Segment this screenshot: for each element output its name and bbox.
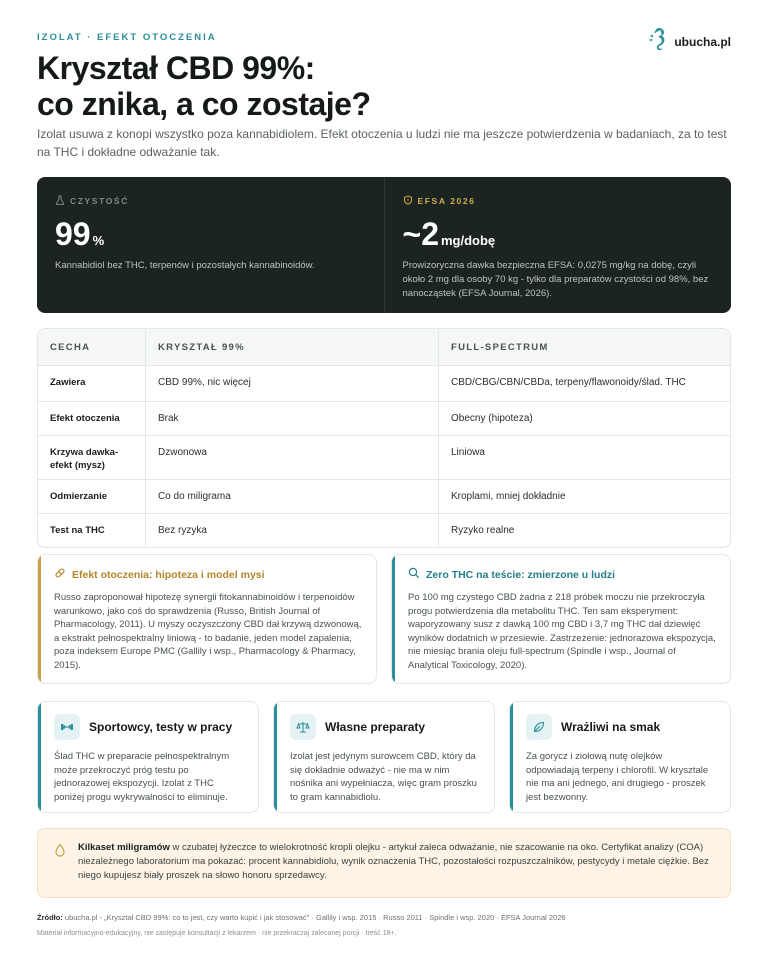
table-header: KRYSZTAŁ 99% [146,329,439,365]
table-cell: Dzwonowa [146,436,439,479]
table-row [38,401,730,435]
search-icon [408,567,420,582]
table-header-row [38,329,730,365]
eyebrow: IZOLAT · EFEKT OTOCZENIA [37,32,217,43]
stat-description: Kannabidiol bez THC, terpenów i pozostałych kannabinoidów. [55,260,315,271]
table-cell: Bez ryzyka [146,514,439,547]
cards-row [37,701,731,813]
table-cell: Odmierzanie [38,480,146,513]
table-cell: Liniowa [451,447,485,458]
stat-description: Prowizoryczna dawka bezpieczna EFSA: 0,0275 mg/kg na dobę, czyli około 2 mg dla osoby 70 kg - tylko dla preparatów czystości od 98%, bez nanocząstek (EFSA Journal, 2026). [402,260,709,299]
card-text: Ślad THC w preparacie pełnospektralnym może przekroczyć próg testu po jednorazowej ekspozycji. Izolat z THC poniżej progu wykrywalności to eliminuje. [54,751,230,803]
pill-icon [54,567,66,582]
callout-text: Kilkaset miligramów w czubatej łyżeczce to wielokrotność kropli olejku - artykuł zaleca odważanie, nie szacowanie na oko. Certyfikat analizy (COA) niezależnego laboratorium ma pokazać: procent kannabidiolu, wynik oznaczenia THC, pozostałości rozpuszczalników, pestycydy i metale ciężkie. Bez niego kupujesz biały proszek na słowo honoru sprzedawcy. [78,842,709,881]
stat-label: CZYSTOŚĆ [55,195,366,207]
drop-icon [54,843,66,862]
card-taste-sensitive [509,701,731,813]
leaf-icon [526,714,552,740]
seahorse-logo-icon [648,26,668,57]
card-text: Za gorycz i ziołową nutę olejków odpowiadają terpeny i chlorofil. W krysztale nie ma ani jednego, ani drugiego - proszek jest bezwonny. [526,751,709,803]
stats-panel [37,177,731,313]
brand-logo[interactable] [648,26,731,57]
notes-row [37,554,731,684]
table-cell: Ryzyko realne [451,525,515,536]
table-header: FULL-SPECTRUM [451,341,549,353]
table-cell: Co do miligrama [146,480,439,513]
card-title: Własne preparaty [325,720,426,734]
note-text: Po 100 mg czystego CBD żadna z 218 próbek moczu nie przekroczyła progu potwierdzenia dla metabolitu THC. Ten sam eksperyment: waporyzowany susz z dawką 100 mg CBD i 3,7 mg THC dał dziewięć wyników dodatnich w przesiewie. Zastrzeżenie: jednorazowa ekspozycja, nie miesiąc brania oleju full-spectrum (Spindle i wsp., Journal of Analytical Toxicology, 2020). [408,592,716,671]
note-thc-test [391,554,731,684]
table-cell: Kroplami, mniej dokładnie [451,491,566,502]
card-title: Wrażliwi na smak [561,720,661,734]
coa-callout [37,828,731,898]
table-row [38,365,730,401]
table-cell: Test na THC [38,514,146,547]
title-line-1: Kryształ CBD 99%: [37,50,315,86]
shield-icon [403,195,413,207]
card-title: Sportowcy, testy w pracy [89,720,233,734]
table-cell: Krzywa dawka-efekt (mysz) [38,436,146,479]
table-row [38,479,730,513]
source-line: Źródło: ubucha.pl - „Kryształ CBD 99%: co to jest, czy warto kupić i jak stosować" · Gallily i wsp. 2015 · Russo 2011 · Spindle i wsp. 2020 · EFSA Journal 2026 [37,913,566,922]
brand-name: ubucha.pl [674,34,731,49]
note-text: Russo zaproponował hipotezę synergii fitokannabinoidów i terpenoidów warunkowo, jako coś do sprawdzenia (Russo, British Journal of Pharmacology, 2011). U myszy oczyszczony CBD dał krzywą dzwonową, a ekstrakt pełnospektralny liniową - to badanie, jeden model zapalenia, poza indeksem Europe PMC (Gallily i wsp., Pharmacology & Pharmacy, 2015). [54,592,362,671]
card-own-preparations [273,701,495,813]
table-cell: Efekt otoczenia [38,402,146,435]
table-cell: Brak [146,402,439,435]
stat-purity [37,177,384,313]
table-row [38,435,730,479]
card-athletes [37,701,259,813]
table-cell: Zawiera [38,366,146,401]
dumbbell-icon [54,714,80,740]
callout-bold: Kilkaset miligramów [78,842,170,853]
table-cell: CBD/CBG/CBN/CBDa, terpeny/flawonoidy/ślad. THC [451,377,686,388]
scale-icon [290,714,316,740]
stat-efsa [384,177,732,313]
page-title [37,50,371,122]
note-title: Zero THC na teście: zmierzone u ludzi [408,567,716,582]
stat-label: EFSA 2026 [403,195,714,207]
table-row [38,513,730,547]
note-entourage [37,554,377,684]
disclaimer: Materiał informacyjno-edukacyjny, nie zastępuje konsultacji z lekarzem · nie przekraczaj zalecanej porcji · treść 18+. [37,930,397,937]
table-header: CECHA [38,329,146,365]
flask-icon [55,195,65,207]
table-cell: Obecny (hipoteza) [451,413,533,424]
card-text: Izolat jest jedynym surowcem CBD, który da się dokładnie odważyć - nie ma w nim nośnika ani wypełniacza, więc gram proszku to gram kannabidiolu. [290,751,477,803]
lead-paragraph: Izolat usuwa z konopi wszystko poza kannabidiolem. Efekt otoczenia u ludzi nie ma jeszcze potwierdzenia w badaniach, za to test na THC i dokładne odważanie tak. [37,127,727,159]
comparison-table [37,328,731,548]
title-line-2: co znika, a co zostaje? [37,86,371,122]
table-cell: CBD 99%, nic więcej [146,366,439,401]
stat-value: 99 % [55,216,105,252]
note-title: Efekt otoczenia: hipoteza i model mysi [54,567,362,582]
stat-value: ~2 mg/dobę [402,216,496,252]
